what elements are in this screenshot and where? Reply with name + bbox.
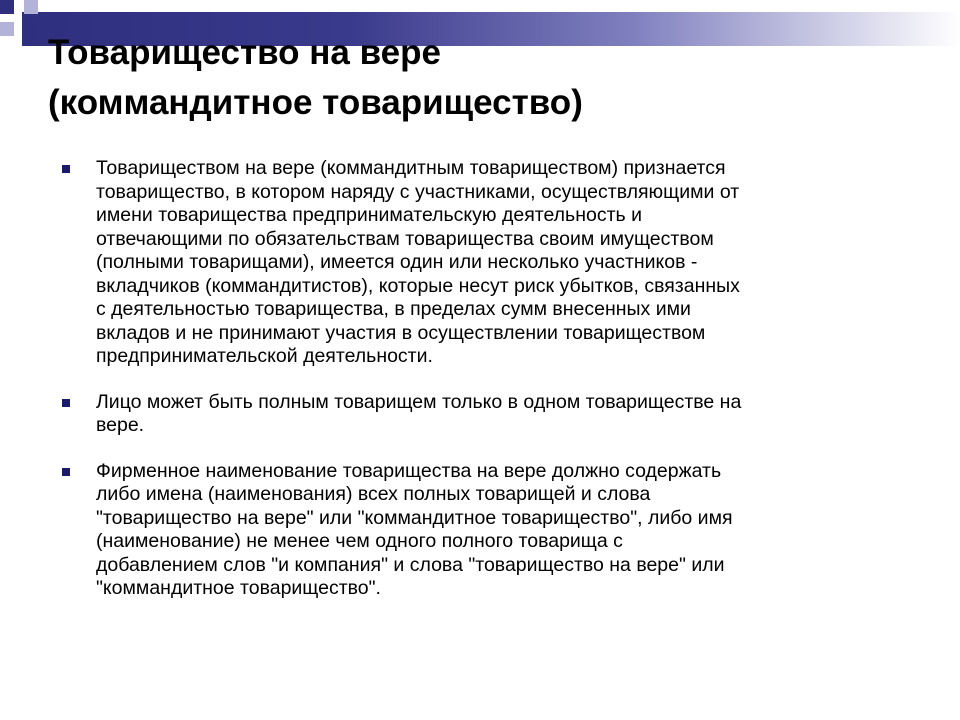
square-bullet-icon — [62, 468, 70, 476]
bullet-text: Фирменное наименование товарищества на вере должно содержать либо имена (наименования) всех полных товарищей и слова "товарищество на вере" или "коммандитное товарищество", либо имя (наименование) не менее чем одного полного товарища с добавлением слов "и компания" и слова "товарищество на вере" или "коммандитное товарищество". — [96, 459, 733, 599]
bullet-text: Лицо может быть полным товарищем только в одном товариществе на вере. — [96, 390, 742, 436]
list-item — [60, 460, 900, 601]
list-item — [60, 391, 900, 438]
square-bullet-icon — [62, 165, 70, 173]
list-item — [60, 157, 900, 369]
decor-square-dark — [0, 0, 14, 14]
bullet-text: Товариществом на вере (коммандитным товариществом) признается товарищество, в котором наряду с участниками, осуществляющими от имени товарищества предпринимательскую деятельность и отвечающими по обязательствам товарищества своим имуществом (полными товарищами), имеется один или несколько участников - вкладчиков (коммандитистов), которые несут риск убытков, связанных с деятельностью товарищества, в пределах сумм внесенных ими вкладов и не принимают участия в осуществлении товариществом предпринимательской деятельности. — [96, 157, 740, 367]
decor-square-light — [24, 0, 38, 14]
bullet-list — [60, 157, 900, 623]
square-bullet-icon — [62, 399, 70, 407]
decor-square-dark — [24, 22, 38, 36]
slide-title: Товарищество на вере (коммандитное товарищество) — [48, 33, 583, 122]
decor-square-light — [0, 22, 14, 36]
